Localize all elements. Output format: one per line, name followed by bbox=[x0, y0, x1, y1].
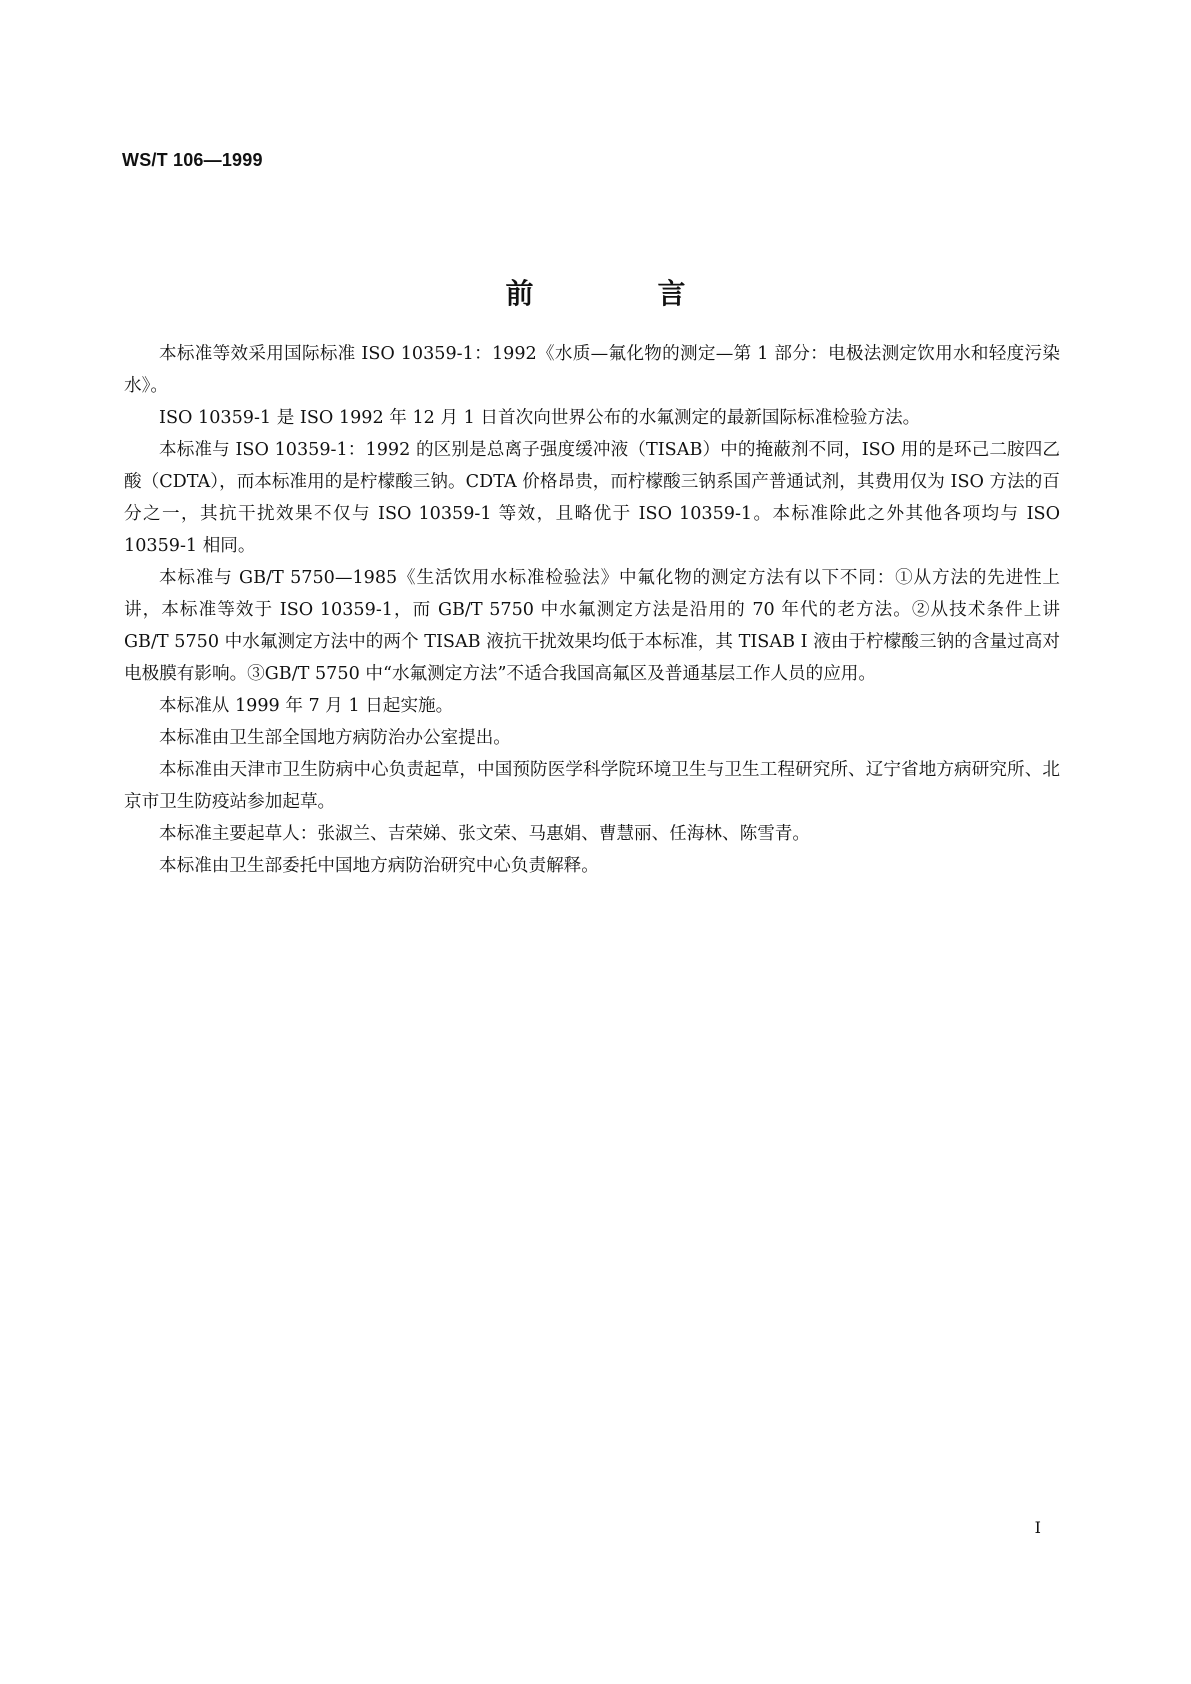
paragraph-drafters: 本标准主要起草人：张淑兰、吉荣娣、张文荣、马惠娟、曹慧丽、任海林、陈雪青。 bbox=[159, 824, 810, 844]
paragraph-difference-iso: 本标准与 ISO 10359-1：1992 的区别是总离子强度缓冲液（TISAB）中的掩蔽剂不同，ISO 用的是环己二胺四乙酸（CDTA），而本标准用的是柠檬酸三钠。CDTA 价格昂贵，而柠檬酸三钠系国产普通试剂，其费用仅为 ISO 方法的百分之一，其抗干扰效果不仅与 ISO 10359-1 等效，且略优于 ISO 10359-1。本标准除此之外其他各项均与 ISO 10359-1 相同。 bbox=[124, 440, 1060, 556]
paragraph-iso-intro: ISO 10359-1 是 ISO 1992 年 12 月 1 日首次向世界公布的水氟测定的最新国际标准检验方法。 bbox=[159, 408, 921, 428]
paragraph-effective-date: 本标准从 1999 年 7 月 1 日起实施。 bbox=[159, 696, 454, 716]
page-title: 前 言 bbox=[505, 277, 734, 310]
page-number: I bbox=[1034, 1518, 1041, 1537]
paragraph-adoption: 本标准等效采用国际标准 ISO 10359-1：1992《水质—氟化物的测定—第 1 部分：电极法测定饮用水和轻度污染水》。 bbox=[124, 344, 1060, 396]
foreword-content bbox=[124, 338, 1060, 882]
paragraph-interpretation: 本标准由卫生部委托中国地方病防治研究中心负责解释。 bbox=[159, 856, 599, 876]
document-code: WS/T 106—1999 bbox=[122, 150, 263, 170]
paragraph-drafting-units: 本标准由天津市卫生防病中心负责起草，中国预防医学科学院环境卫生与卫生工程研究所、辽宁省地方病研究所、北京市卫生防疫站参加起草。 bbox=[124, 760, 1060, 812]
paragraph-proposer: 本标准由卫生部全国地方病防治办公室提出。 bbox=[159, 728, 511, 748]
paragraph-difference-gb: 本标准与 GB/T 5750—1985《生活饮用水标准检验法》中氟化物的测定方法有以下不同：①从方法的先进性上讲，本标准等效于 ISO 10359-1，而 GB/T 5750 中水氟测定方法是沿用的 70 年代的老方法。②从技术条件上讲 GB/T 5750 中水氟测定方法中的两个 TISAB 液抗干扰效果均低于本标准，其 TISAB Ⅰ 液由于柠檬酸三钠的含量过高对电极膜有影响。③GB/T 5750 中“水氟测定方法”不适合我国高氟区及普通基层工作人员的应用。 bbox=[124, 568, 1060, 684]
